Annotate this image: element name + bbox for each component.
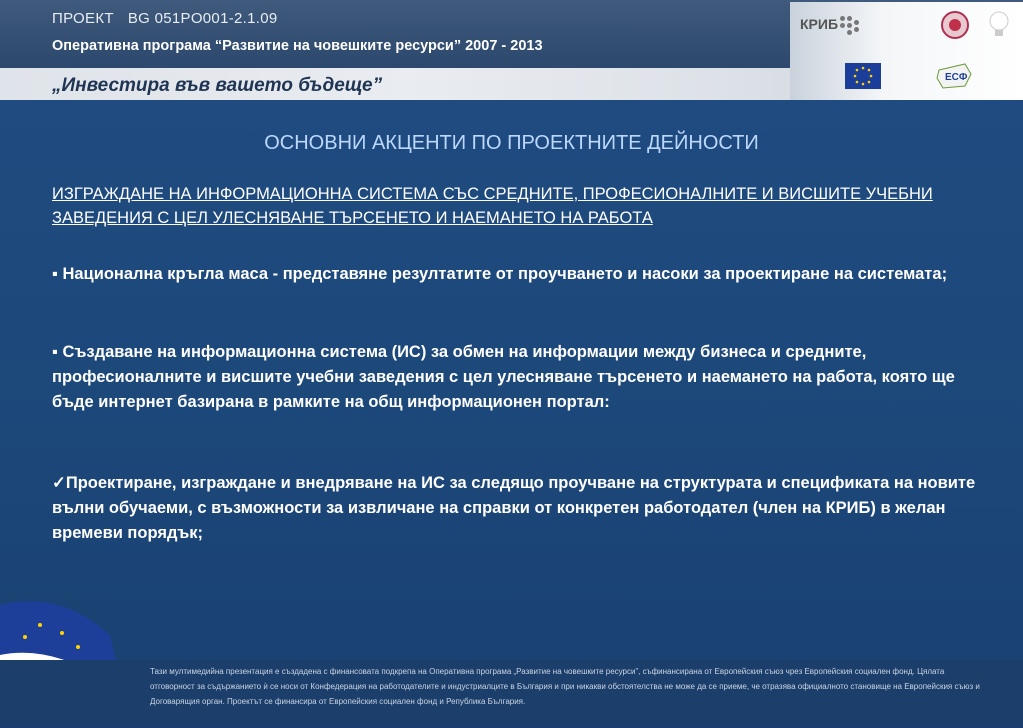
- bullet-text: Национална кръгла маса - представяне резултатите от проучването и насоки за проектиране на системата;: [62, 265, 948, 283]
- project-label: ПРОЕКТ: [52, 10, 114, 27]
- square-bullet-icon: ▪: [52, 265, 58, 283]
- svg-text:ЕСФ: ЕСФ: [945, 72, 968, 83]
- lightbulb-icon: [988, 10, 1010, 40]
- krib-dots-icon: [838, 14, 868, 36]
- bullet-item: [52, 340, 977, 415]
- tagline: „Инвестира във вашето бъдеще”: [52, 75, 383, 96]
- project-id: [52, 10, 292, 27]
- bullet-text: Създаване на информационна система (ИС) за обмен на информации между бизнеса и средните, професионалните и висшите учебни заведения с цел улесняване търсенето и наемането на работа, която ще бъде интернет базирана в рамките на общ информационен портал:: [52, 343, 955, 411]
- esf-logo-icon: [935, 60, 975, 92]
- bulgaria-map-icon: [935, 10, 975, 40]
- project-code: BG 051PO001-2.1.09: [127, 10, 278, 27]
- bullet-item: [52, 262, 977, 287]
- section-subheading: ИЗГРАЖДАНЕ НА ИНФОРМАЦИОННА СИСТЕМА СЪС СРЕДНИТЕ, ПРОФЕСИОНАЛНИТЕ И ВИСШИТЕ УЧЕБНИ ЗАВЕДЕНИЯ С ЦЕЛ УЛЕСНЯВАНЕ ТЪРСЕНЕТО И НАЕМАНЕТО НА РАБОТА: [52, 185, 933, 227]
- checkmark-icon: ✓: [52, 474, 66, 492]
- footer-disclaimer: Тази мултимедийна презентация е създадена с финансовата подкрепа на Оперативна програма „Развитие на човешките ресурси”, съфинансирана от Европейския съюз чрез Европейския социален фонд. Цялата отговорност за съдържанието ѝ се носи от Конфедерация на работодателите и индустриалците в България и при никакви обстоятелства не може да се приеме, че отразява официалното становище на Европейския съюз и Договарящия орган. Проектът се финансира от Европейския социален фонд и Република България.: [150, 667, 980, 706]
- bullet-text: Проектиране, изграждане и внедряване на ИС за следящо проучване на структурата и спецификата на новите вълни обучаеми, с възможности за извличане на справки от конкретен работодател (член на КРИБ) в желан времеви порядък;: [52, 474, 976, 542]
- program-title: Оперативна програма “Развитие на човешките ресурси” 2007 - 2013: [52, 38, 543, 54]
- krib-logo: КРИБ: [800, 16, 839, 32]
- eu-flag-icon: [845, 63, 881, 89]
- bullet-item: [52, 471, 977, 546]
- page-title: ОСНОВНИ АКЦЕНТИ ПО ПРОЕКТНИТЕ ДЕЙНОСТИ: [264, 132, 759, 154]
- square-bullet-icon: ▪: [52, 343, 58, 361]
